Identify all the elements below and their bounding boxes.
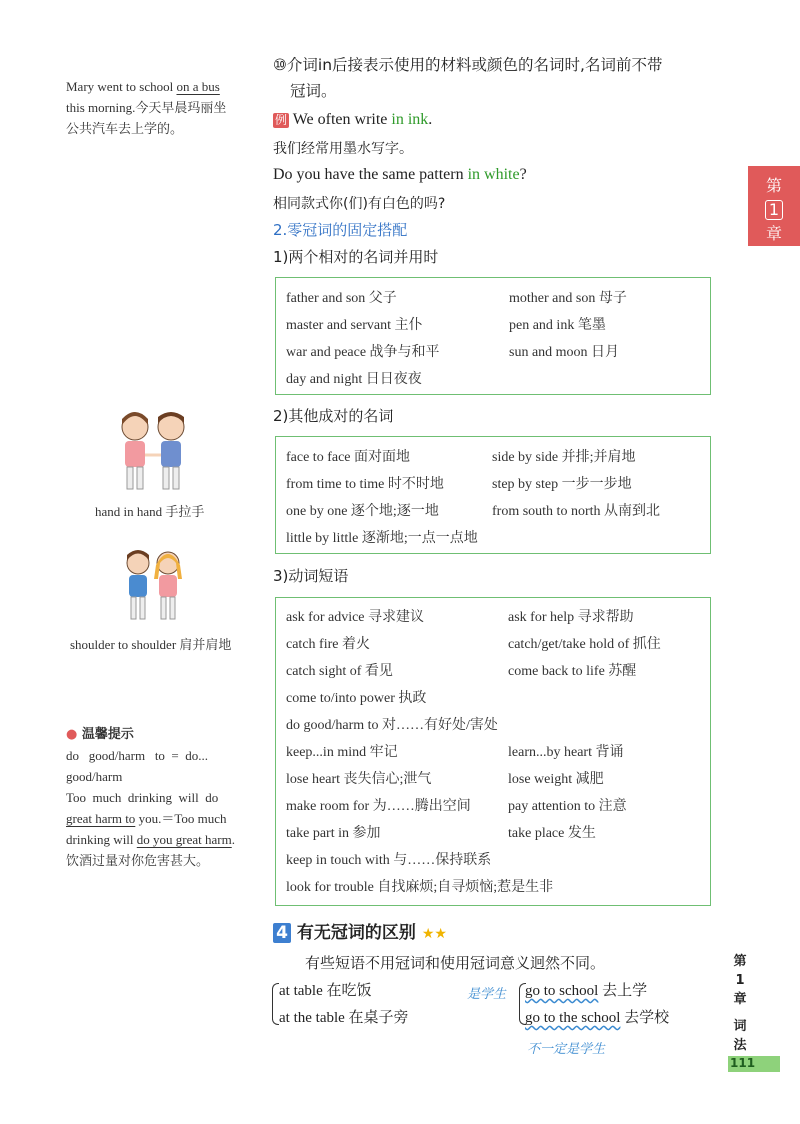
phrase-item: side by side 并排;并肩地 — [492, 450, 636, 465]
side-label-char: 词 — [733, 1019, 747, 1034]
tip-bullet-icon: ● — [66, 727, 78, 742]
kids-shoulder-to-shoulder-illustration — [118, 545, 193, 630]
star-rating-icon: ★★ — [421, 926, 447, 942]
phrase-item: come to/into power 执政 — [286, 691, 427, 706]
tip-line — [66, 808, 241, 829]
left-pair-item: at table 在吃饭 — [279, 983, 372, 999]
phrase-box-2 — [275, 436, 711, 554]
page-number: 111 — [730, 1056, 756, 1070]
phrase-item: little by little 逐渐地;一点一点地 — [286, 531, 478, 546]
rule-10-line-2: 冠词。 — [290, 82, 337, 100]
side-label-char: 第 — [733, 954, 747, 969]
tip-title-row — [66, 725, 241, 745]
section-2-title: 2.零冠词的固定搭配 — [273, 221, 408, 239]
tip-line — [66, 829, 241, 850]
mary-text-2: this morning.今天早晨玛丽坐 — [66, 100, 227, 115]
phrase-item: keep...in mind 牢记 — [286, 745, 398, 760]
phrase-meaning: 去学校 — [620, 1010, 670, 1026]
phrase-item: ask for help 寻求帮助 — [508, 610, 634, 625]
rule-10-line-1: ⑩介词in后接表示使用的材料或颜色的名词时,名词前不带 — [273, 56, 663, 74]
left-pair-item: at the table 在桌子旁 — [279, 1010, 409, 1026]
chapter-tab-text: 第 — [765, 176, 782, 195]
tip-text: . — [231, 832, 235, 847]
tip-underlined: do you great harm — [136, 832, 232, 847]
phrase-item: war and peace 战争与和平 — [286, 345, 440, 360]
example-1-text: . — [428, 111, 433, 128]
mary-text-3: 公共汽车去上学的。 — [66, 121, 184, 136]
example-1 — [273, 109, 432, 131]
tip-line: good/harm — [66, 769, 123, 784]
tip-title: 温馨提示 — [81, 727, 134, 742]
left-pair — [279, 978, 409, 1032]
example-1-translation: 我们经常用墨水写字。 — [273, 141, 413, 157]
section-4-number: 4 — [273, 923, 291, 943]
kids-hand-in-hand-illustration — [105, 405, 200, 500]
right-pair-item — [525, 978, 669, 1005]
chapter-tab-number: 1 — [765, 200, 783, 220]
left-brace — [272, 983, 279, 1025]
phrase-item: pen and ink 笔墨 — [509, 318, 606, 333]
example-2-text: ? — [519, 166, 527, 183]
rule-10 — [273, 52, 662, 104]
section-4-title: 有无冠词的区别 — [296, 923, 416, 943]
phrase-item: day and night 日日夜夜 — [286, 372, 422, 387]
tip-underlined: great harm to — [66, 811, 136, 826]
sidebar-mary-note — [66, 76, 246, 139]
tip-text: drinking will — [66, 832, 137, 847]
phrase-box-3 — [275, 597, 711, 906]
side-label-char: 章 — [733, 992, 747, 1007]
phrase-item: catch fire 着火 — [286, 637, 370, 652]
phrase-meaning: 去上学 — [598, 983, 648, 999]
handwritten-note: 不一定是学生 — [527, 1042, 606, 1057]
phrase-item: father and son 父子 — [286, 291, 397, 306]
wavy-underlined-phrase: go to the school — [525, 1010, 621, 1026]
phrase-item: take part in 参加 — [286, 826, 381, 841]
tip-box — [66, 725, 241, 871]
phrase-item: sun and moon 日月 — [509, 345, 620, 360]
phrase-item: make room for 为……腾出空间 — [286, 799, 471, 814]
phrase-item: do good/harm to 对……有好处/害处 — [286, 718, 498, 733]
subsection-2-title: 2)其他成对的名词 — [273, 407, 394, 425]
phrase-item: from south to north 从南到北 — [492, 504, 660, 519]
phrase-item: face to face 面对面地 — [286, 450, 410, 465]
example-1-highlight: in ink — [391, 111, 429, 128]
phrase-item: master and servant 主仆 — [286, 318, 423, 333]
side-chapter-label — [729, 952, 751, 1055]
mary-underlined: on a bus — [176, 79, 220, 94]
tip-line: 饮酒过量对你危害甚大。 — [66, 853, 210, 868]
phrase-item: learn...by heart 背诵 — [508, 745, 624, 760]
caption-shoulder-to-shoulder: shoulder to shoulder 肩并肩地 — [70, 637, 232, 652]
phrase-box-1 — [275, 277, 711, 395]
phrase-item: come back to life 苏醒 — [508, 664, 637, 679]
example-2-text: Do you have the same pattern — [273, 166, 468, 183]
section-4-heading — [273, 918, 447, 943]
phrase-item: lose heart 丧失信心;泄气 — [286, 772, 432, 787]
tip-body — [66, 745, 241, 871]
tip-line: do good/harm to = do... — [66, 748, 209, 763]
section-4-intro: 有些短语不用冠词和使用冠词意义迥然不同。 — [305, 954, 606, 972]
example-1-text: We often write — [292, 111, 392, 128]
phrase-item: from time to time 时不时地 — [286, 477, 444, 492]
tip-line: Too much drinking will do — [66, 790, 219, 805]
subsection-3-title: 3)动词短语 — [273, 567, 349, 585]
example-badge: 例 — [275, 113, 288, 127]
handwritten-note: 是学生 — [467, 987, 507, 1002]
right-pair-item — [525, 1005, 669, 1032]
caption-hand-in-hand: hand in hand 手拉手 — [95, 504, 205, 519]
phrase-item: look for trouble 自找麻烦;自寻烦恼;惹是生非 — [286, 880, 554, 895]
right-pair — [525, 978, 669, 1032]
tip-text: you.＝Too much — [135, 811, 227, 826]
phrase-item: one by one 逐个地;逐一地 — [286, 504, 439, 519]
chapter-tab[interactable] — [748, 166, 800, 246]
wavy-underlined-phrase: go to school — [525, 983, 599, 999]
phrase-item: step by step 一步一步地 — [492, 477, 632, 492]
phrase-item: ask for advice 寻求建议 — [286, 610, 425, 625]
phrase-item: lose weight 减肥 — [508, 772, 604, 787]
phrase-item: keep in touch with 与……保持联系 — [286, 853, 492, 868]
example-2-translation: 相同款式你(们)有白色的吗? — [273, 196, 446, 212]
side-label-char: 法 — [733, 1038, 747, 1053]
example-2 — [273, 164, 527, 186]
example-2-highlight: in white — [467, 166, 520, 183]
chapter-tab-text: 章 — [765, 224, 782, 243]
phrase-item: catch/get/take hold of 抓住 — [508, 637, 661, 652]
phrase-item: take place 发生 — [508, 826, 596, 841]
phrase-item: mother and son 母子 — [509, 291, 627, 306]
side-label-char: 1 — [735, 973, 745, 988]
phrase-item: pay attention to 注意 — [508, 799, 627, 814]
phrase-item: catch sight of 看见 — [286, 664, 393, 679]
subsection-1-title: 1)两个相对的名词并用时 — [273, 248, 439, 266]
mary-text: Mary went to school — [66, 79, 177, 94]
